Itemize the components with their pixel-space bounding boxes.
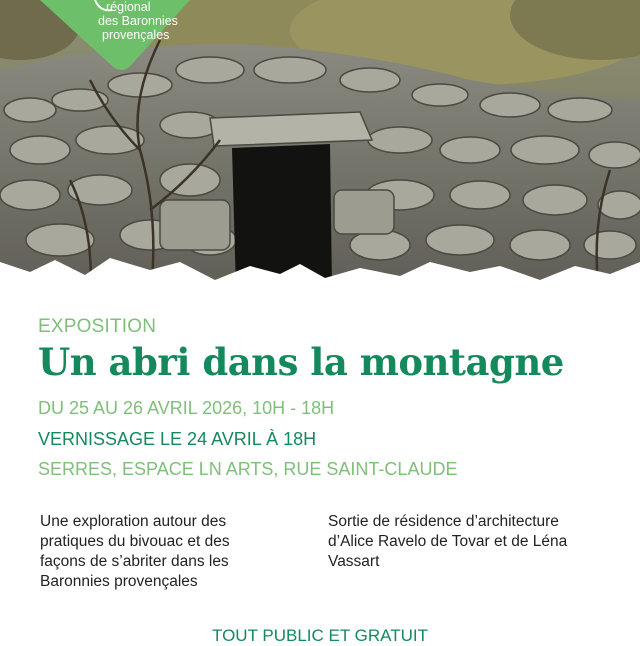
description-line: d’Alice Ravelo de Tovar et de Léna <box>328 533 568 550</box>
description-line: Sortie de résidence d’architecture <box>328 513 559 530</box>
description-right <box>328 512 618 572</box>
description-line: Une exploration autour des <box>40 513 227 530</box>
audience-footer: TOUT PUBLIC ET GRATUIT <box>212 626 428 645</box>
logo-line: provençales <box>102 28 170 42</box>
opening-reception: VERNISSAGE LE 24 AVRIL À 18H <box>38 429 317 449</box>
description-line: Vassart <box>328 553 380 570</box>
logo-line: des Baronnies <box>98 14 178 28</box>
event-type-label: EXPOSITION <box>38 316 157 337</box>
event-dates: DU 25 AU 26 AVRIL 2026, 10H - 18H <box>38 398 335 418</box>
description-line: pratiques du bivouac et des <box>40 533 230 550</box>
description-line: Baronnies provençales <box>40 573 198 590</box>
description-line: façons de s’abriter dans les <box>40 553 229 570</box>
park-logo-text <box>92 0 192 42</box>
event-location: SERRES, ESPACE LN ARTS, RUE SAINT-CLAUDE <box>38 459 458 479</box>
logo-line: régional <box>106 0 151 14</box>
description-left <box>40 512 290 592</box>
exhibition-title: Un abri dans la montagne <box>38 340 564 384</box>
